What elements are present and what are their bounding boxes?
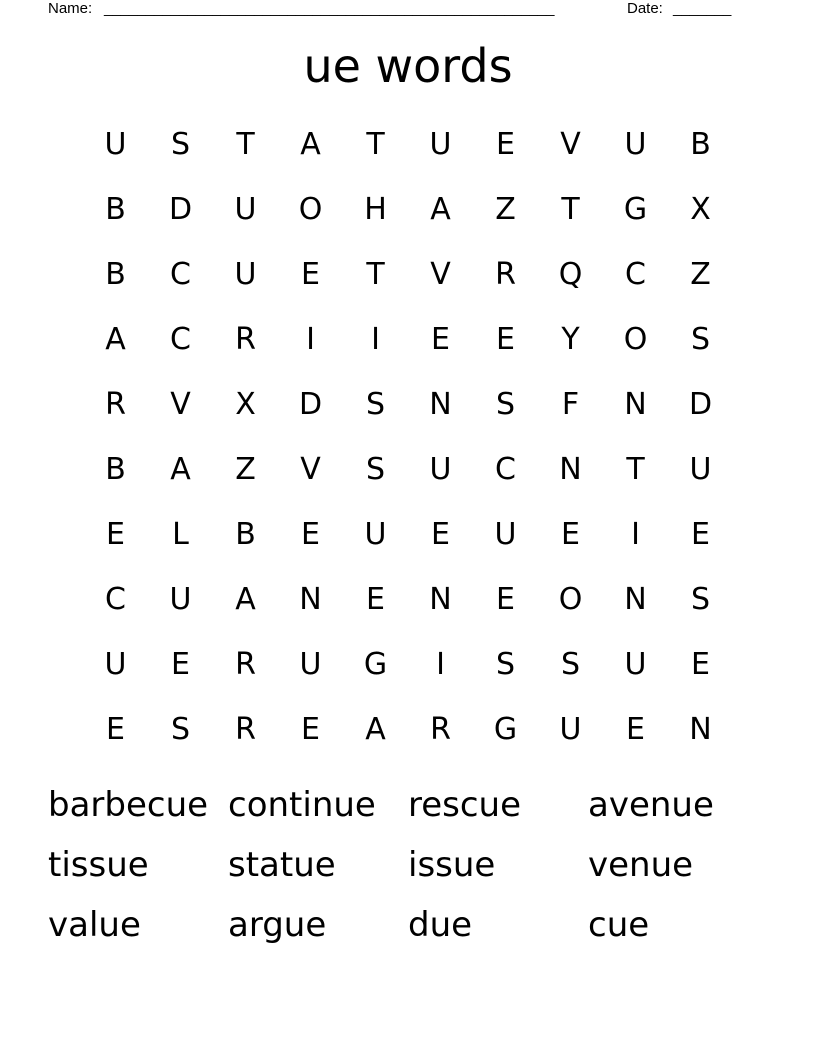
grid-letter: I xyxy=(436,647,445,682)
grid-letter: U xyxy=(104,647,127,682)
grid-letter: U xyxy=(104,127,127,162)
word-list-item: due xyxy=(408,905,473,945)
grid-letter: Z xyxy=(235,452,256,487)
grid-letter: T xyxy=(561,192,580,227)
grid-letter: U xyxy=(234,192,257,227)
grid-letter: E xyxy=(496,322,515,357)
grid-letter: A xyxy=(365,712,386,747)
word-search-grid xyxy=(83,112,733,762)
grid-letter: X xyxy=(235,387,256,422)
grid-letter: R xyxy=(235,712,256,747)
grid-letter: T xyxy=(366,257,385,292)
grid-letter: C xyxy=(495,452,516,487)
grid-letter: R xyxy=(235,647,256,682)
page-title: ue words xyxy=(303,39,513,93)
grid-letter: S xyxy=(170,127,191,162)
grid-letter: A xyxy=(170,452,191,487)
grid-letter: U xyxy=(429,452,452,487)
word-list-item: rescue xyxy=(408,785,522,825)
grid-letter: E xyxy=(431,322,450,357)
grid-letter: X xyxy=(690,192,711,227)
grid-letter: C xyxy=(170,257,191,292)
grid-letter: B xyxy=(105,257,126,292)
grid-letter: F xyxy=(561,387,580,422)
grid-letter: E xyxy=(496,127,515,162)
grid-letter: Q xyxy=(558,257,583,292)
grid-letter: A xyxy=(235,582,256,617)
name-label: Name: xyxy=(48,0,93,17)
grid-letter: I xyxy=(306,322,315,357)
grid-letter: R xyxy=(105,387,126,422)
grid-letter: T xyxy=(236,127,255,162)
grid-letter: N xyxy=(429,387,452,422)
grid-letter: B xyxy=(105,192,126,227)
grid-letter: E xyxy=(301,712,320,747)
grid-letter: R xyxy=(430,712,451,747)
grid-letter: V xyxy=(430,257,451,292)
grid-letter: U xyxy=(624,647,647,682)
grid-letter: S xyxy=(690,322,711,357)
grid-letter: C xyxy=(170,322,191,357)
grid-letter: E xyxy=(301,517,320,552)
grid-letter: A xyxy=(430,192,451,227)
grid-letter: S xyxy=(495,647,516,682)
grid-letter: N xyxy=(689,712,712,747)
grid-letter: U xyxy=(299,647,322,682)
word-list-item: argue xyxy=(228,905,327,945)
grid-letter: I xyxy=(371,322,380,357)
grid-letter: L xyxy=(172,517,189,552)
grid-letter: O xyxy=(558,582,583,617)
grid-letter: U xyxy=(624,127,647,162)
grid-letter: O xyxy=(298,192,323,227)
grid-letter: U xyxy=(689,452,712,487)
date-label: Date: xyxy=(627,0,663,17)
word-list-item: avenue xyxy=(588,785,714,825)
grid-letter: U xyxy=(364,517,387,552)
grid-letter: G xyxy=(493,712,518,747)
grid-letter: Y xyxy=(561,322,580,357)
grid-letter: E xyxy=(691,517,710,552)
grid-letter: N xyxy=(559,452,582,487)
grid-letter: O xyxy=(623,322,648,357)
grid-letter: N xyxy=(624,387,647,422)
word-list-item: cue xyxy=(588,905,650,945)
grid-letter: E xyxy=(106,517,125,552)
grid-letter: B xyxy=(105,452,126,487)
grid-letter: I xyxy=(631,517,640,552)
date-field-line: _______ xyxy=(673,0,732,17)
word-list-item: statue xyxy=(228,845,336,885)
grid-letter: E xyxy=(496,582,515,617)
grid-letter: D xyxy=(688,387,713,422)
grid-letter: Z xyxy=(495,192,516,227)
word-list-item: tissue xyxy=(48,845,149,885)
grid-letter: E xyxy=(301,257,320,292)
grid-letter: N xyxy=(624,582,647,617)
name-field-line: ______________________________________________________ xyxy=(104,0,555,17)
grid-letter: C xyxy=(625,257,646,292)
grid-letter: E xyxy=(366,582,385,617)
grid-letter: V xyxy=(170,387,191,422)
grid-letter: V xyxy=(560,127,581,162)
grid-letter: N xyxy=(299,582,322,617)
grid-letter: E xyxy=(431,517,450,552)
word-list-item: continue xyxy=(228,785,376,825)
grid-letter: Z xyxy=(690,257,711,292)
grid-letter: S xyxy=(560,647,581,682)
grid-letter: U xyxy=(169,582,192,617)
grid-letter: N xyxy=(429,582,452,617)
word-list-item: barbecue xyxy=(48,785,209,825)
grid-letter: U xyxy=(494,517,517,552)
grid-letter: S xyxy=(690,582,711,617)
grid-letter: S xyxy=(170,712,191,747)
grid-letter: E xyxy=(106,712,125,747)
word-list-item: venue xyxy=(588,845,694,885)
grid-letter: G xyxy=(623,192,648,227)
grid-letter: C xyxy=(105,582,126,617)
grid-letter: A xyxy=(105,322,126,357)
grid-letter: U xyxy=(559,712,582,747)
word-list-item: issue xyxy=(408,845,496,885)
worksheet-header xyxy=(48,0,740,20)
grid-letter: B xyxy=(235,517,256,552)
grid-letter: S xyxy=(365,387,386,422)
grid-letter: S xyxy=(495,387,516,422)
grid-letter: G xyxy=(363,647,388,682)
grid-letter: B xyxy=(690,127,711,162)
word-list xyxy=(48,776,768,956)
grid-letter: R xyxy=(495,257,516,292)
grid-letter: T xyxy=(366,127,385,162)
grid-letter: H xyxy=(364,192,387,227)
word-list-item: value xyxy=(48,905,141,945)
grid-letter: D xyxy=(168,192,193,227)
grid-letter: S xyxy=(365,452,386,487)
grid-letter: E xyxy=(561,517,580,552)
grid-letter: E xyxy=(171,647,190,682)
grid-letter: U xyxy=(234,257,257,292)
grid-letter: A xyxy=(300,127,321,162)
grid-letter: D xyxy=(298,387,323,422)
grid-letter: T xyxy=(626,452,645,487)
grid-letter: V xyxy=(300,452,321,487)
grid-letter: E xyxy=(691,647,710,682)
grid-letter: U xyxy=(429,127,452,162)
grid-letter: R xyxy=(235,322,256,357)
grid-letter: E xyxy=(626,712,645,747)
